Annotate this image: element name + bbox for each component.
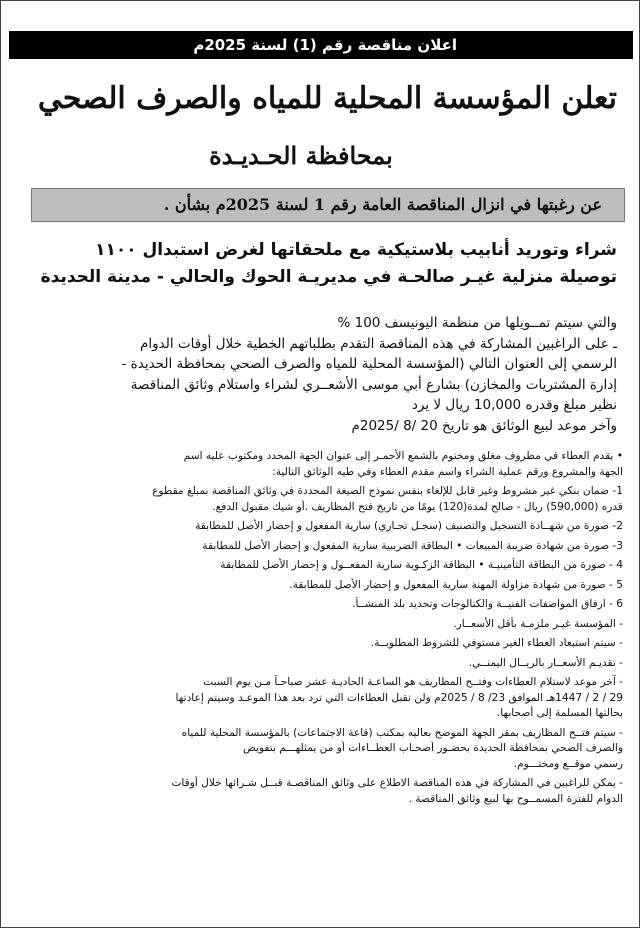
condition-item: [17, 776, 623, 807]
governorate-subheadline: بمحافظة الحـديـدة: [209, 141, 393, 170]
condition-line: الجهة والمشروع ورقم عملية الشراء واسم مقدم العطاء وفي طيه الوثائق التالية:: [272, 465, 623, 478]
tender-conditions-list: [17, 449, 623, 811]
tender-subject-line: توصيلة منزلية غيـر صالحـة في مديريـة الحوك والحالي - مدينة الحديدة: [40, 267, 617, 287]
announcement-number-bar: اعلان مناقصة رقم (1) لسنة 2025م: [9, 31, 633, 59]
condition-line: • يقدم العطاء في مظروف مغلق ومختوم بالشمع الأحمـر إلى عنوان الجهة المحدد ومكتوب عليه اسم: [183, 450, 623, 462]
condition-item: [17, 539, 623, 555]
body-line: ـ على الراغبين المشاركة في هذه المناقصة التقدم بطلباتهم الخطية خلال أوقات الدوام: [140, 335, 617, 352]
condition-item: [17, 449, 623, 480]
condition-line: رسمي موقــع ومختـــوم.: [513, 757, 623, 770]
condition-line: 5 - صورة من شهادة مزاولة المهنة سارية المفعول و إحضار الأصل للمطابقة.: [289, 578, 623, 591]
condition-line: 6 - ارفاق المواصفات الفنيــة والكتالوجات وتحديد بلد المنشــأ.: [352, 598, 623, 610]
condition-line: - المؤسسة غيـر ملزمـة بأقل الأسعــار.: [453, 617, 623, 630]
body-line: والتي سيتم تمــويلها من منظمة اليونيسف 100 %: [337, 315, 617, 331]
condition-line: 4 - صورة من البطاقة التأمينيـة • البطاقة الزكـوية سارية المفعــول و إحضار الأصل للمطابقة: [220, 559, 623, 571]
body-line: إدارة المشتريات والمخازن) بشارع أبي موسى الأشعــري لشراء واستلام وثائق المناقصة: [130, 376, 617, 393]
condition-line: 2- صورة من شهــادة التسجيل والتصنيف (سجـل تجـاري) سارية المفعول و إحضار الأصل للمطابقة: [195, 520, 623, 532]
condition-item: [17, 636, 623, 652]
body-line: الرسمي إلى العنوان التالي (المؤسسة المحلية للمياه والصرف الصحي بمحافظة الحديدة -: [121, 356, 617, 372]
condition-line: - تقديـم الأسعــار بالريــال اليمنــي.: [468, 656, 623, 669]
condition-item: [17, 558, 623, 574]
condition-item: [17, 656, 623, 672]
condition-line: - سيتم فتــح المظاريف بمقر الجهة الموضح بعاليه بمكتب (قاعة الاجتماعات) بالمؤسسة المحلية للمياه: [181, 726, 623, 739]
announcing-organization-headline: تعلن المؤسسة المحلية للمياه والصرف الصحي: [37, 81, 617, 116]
condition-line: والصرف الصحي بمحافظة الحديدة بحضـور أصحـاب العطــاءات أو من يمثلهـــم بتفويض: [243, 742, 623, 754]
tender-subject: [15, 237, 617, 291]
body-line: وآخر موعد لبيع الوثائق هو تاريخ 20 /8 /2025م: [351, 417, 617, 434]
condition-line: - سيتم استبعاد العطاء الغير مستوفي للشروط المطلوبــة.: [370, 637, 623, 649]
condition-item: [17, 519, 623, 535]
tender-subject-line: شراء وتوريد أنابيب بلاستيكية مع ملحقاتها لغرض استبدال ١١٠٠: [95, 240, 617, 260]
condition-item: [17, 597, 623, 613]
condition-item: [17, 484, 623, 515]
condition-line: بحالتها المسلمة إلى أصحابها.: [496, 707, 623, 719]
condition-line: 29 / 2 / 1447هـ الموافق 23/ 8 / 2025م ولن تقبل العطاءات التي ترد بعد هذا الموعـد وسيتم إعادتها: [175, 691, 623, 704]
condition-line: - يمكن للراغبين في المشاركة في هذه المناقصة الاطلاع على وثائق المناقصـة قبــل شـرائها خلال أوقات: [171, 777, 623, 789]
tender-body-paragraph: [25, 313, 617, 436]
condition-line: - آخر موعد لاستلام العطاءات وفتــح المظاريف هو الساعـة الحاديـة عشر صباحـاً مـن يوم السبت: [203, 676, 623, 688]
condition-item: [17, 726, 623, 773]
condition-item: [17, 675, 623, 722]
body-line: نظير مبلغ وقدره 10,000 ريال لا يرد: [411, 397, 617, 413]
condition-line: الدوام للفترة المسمــوح بها لبيع وثائق المناقصة .: [408, 792, 623, 805]
condition-item: [17, 578, 623, 594]
condition-line: 1- ضمان بنكي غير مشروط وغير قابل للإلغاء بنفس نموذج الصيغة المحددة في وثائق المناقصة بمبلغ مقطوع: [152, 485, 623, 497]
tender-intent-banner: عن رغبتها في انزال المناقصة العامة رقم 1 لسنة 2025م بشأن .: [31, 188, 625, 222]
condition-line: قدره (590,000) ريال - صالح لمدة(120) يومًا من تاريخ فتح المظاريف .أو شيك مقبول الدفع.: [212, 500, 623, 513]
condition-item: [17, 617, 623, 633]
condition-line: 3- صورة من شهادة ضريبة المبيعات • البطاقة الضريبية سارية المفعول و إحضار الأصل للمطابقة: [202, 539, 623, 552]
